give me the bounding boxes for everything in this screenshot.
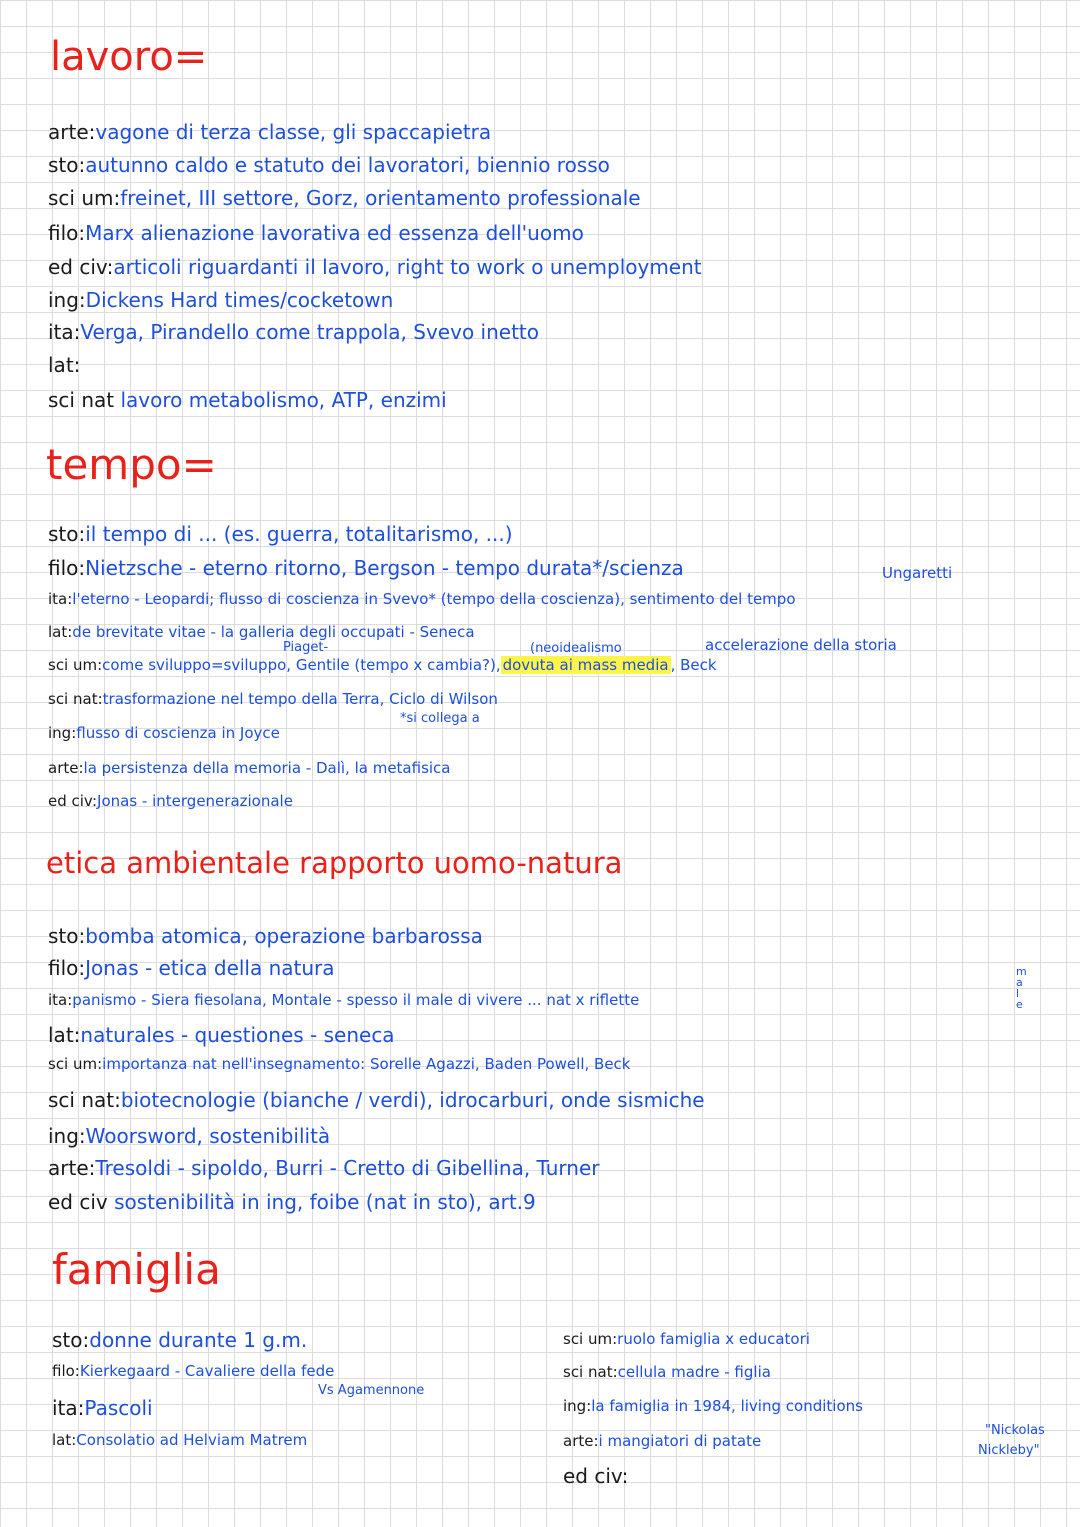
row-text: donne durante 1 g.m.: [89, 1328, 308, 1352]
etica-row: [48, 1158, 599, 1178]
lavoro-row: [48, 322, 539, 342]
subject-label: arte:: [48, 1156, 96, 1180]
note-nickleby: Nickleby": [978, 1443, 1040, 1458]
tempo-row: [48, 558, 684, 578]
heading-tempo: tempo=: [46, 440, 217, 489]
subject-label: sto:: [48, 924, 86, 948]
row-text: il tempo di ... (es. guerra, totalitarismo, ...): [85, 522, 513, 546]
subject-label: sci nat: [48, 388, 115, 412]
subject-label: sci um:: [48, 186, 121, 210]
etica-row: [48, 1090, 705, 1110]
row-text: Tresoldi - sipoldo, Burri - Cretto di Gibellina, Turner: [95, 1156, 600, 1180]
subject-label: sci nat:: [48, 1088, 121, 1112]
subject-label: arte:: [48, 120, 96, 144]
row-text: come sviluppo=sviluppo, Gentile (tempo x cambia?),: [102, 656, 501, 674]
etica-row: [48, 1057, 630, 1072]
lavoro-row: [48, 188, 641, 208]
subject-label: sto:: [48, 522, 86, 546]
subject-label: filo:: [52, 1362, 80, 1380]
famiglia-right-row: [563, 1434, 761, 1449]
famiglia-left-row: [52, 1398, 153, 1418]
note-vs-agamennone: Vs Agamennone: [318, 1383, 425, 1398]
subject-label: ing:: [48, 1124, 86, 1148]
row-text: i mangiatori di patate: [598, 1432, 762, 1450]
lavoro-row: [48, 290, 393, 310]
heading-lavoro: lavoro=: [50, 34, 208, 80]
subject-label: ed civ:: [48, 792, 98, 810]
row-text: Jonas - etica della natura: [85, 956, 335, 980]
note-neoidealismo: (neoidealismo: [530, 641, 622, 656]
lavoro-row: [48, 122, 491, 142]
famiglia-right-row: [563, 1332, 810, 1347]
highlighted-text: dovuta ai mass media: [502, 656, 669, 674]
subject-label: lat:: [52, 1431, 77, 1449]
row-text: articoli riguardanti il lavoro, right to work o unemployment: [113, 255, 702, 279]
row-text: flusso di coscienza in Joyce: [76, 724, 280, 742]
note-nickolas: "Nickolas: [985, 1423, 1045, 1438]
row-text: panismo - Siera fiesolana, Montale - spesso il male di vivere ... nat x riflette: [72, 991, 640, 1009]
row-text: Verga, Pirandello come trappola, Svevo inetto: [80, 320, 539, 344]
famiglia-right-row: [563, 1365, 771, 1380]
note-si-collega: *si collega a: [400, 711, 480, 726]
subject-label: sto:: [48, 153, 86, 177]
row-text: autunno caldo e statuto dei lavoratori, biennio rosso: [85, 153, 610, 177]
subject-label: filo:: [48, 556, 86, 580]
subject-label: sci nat:: [563, 1363, 618, 1381]
tempo-row: [48, 726, 280, 741]
row-text: naturales - questiones - seneca: [80, 1023, 395, 1047]
row-text: importanza nat nell'insegnamento: Sorelle Agazzi, Baden Powell, Beck: [102, 1055, 631, 1073]
row-text: de brevitate vitae - la galleria degli occupati - Seneca: [72, 623, 475, 641]
subject-label: ed civ:: [48, 255, 114, 279]
row-text: Dickens Hard times/cocketown: [85, 288, 394, 312]
tempo-row: [48, 692, 498, 707]
row-text: la famiglia in 1984, living conditions: [591, 1397, 863, 1415]
tempo-row: [48, 761, 451, 776]
row-text: Jonas - intergenerazionale: [97, 792, 293, 810]
famiglia-left-row: [52, 1364, 334, 1379]
subject-label: sto:: [52, 1328, 90, 1352]
tempo-row: [48, 794, 293, 809]
subject-label: ing:: [563, 1397, 592, 1415]
row-text: Marx alienazione lavorativa ed essenza dell'uomo: [85, 221, 584, 245]
subject-label: filo:: [48, 221, 86, 245]
famiglia-right-row: [563, 1466, 628, 1486]
subject-label: ita:: [52, 1396, 85, 1420]
note-piaget: Piaget-: [283, 640, 329, 655]
etica-row: [48, 958, 335, 978]
tempo-row: [48, 592, 796, 607]
subject-label: filo:: [48, 956, 86, 980]
row-text: Nietzsche - eterno ritorno, Bergson - tempo durata*/scienza: [85, 556, 684, 580]
row-text: lavoro metabolismo, ATP, enzimi: [120, 388, 447, 412]
famiglia-left-row: [52, 1330, 307, 1350]
etica-row: [48, 993, 639, 1008]
row-text: Woorsword, sostenibilità: [85, 1124, 331, 1148]
row-text: trasformazione nel tempo della Terra, Ciclo di Wilson: [102, 690, 498, 708]
row-text: l'eterno - Leopardi; flusso di coscienza in Svevo* (tempo della coscienza), sentimento del tempo: [72, 590, 796, 608]
subject-label: ita:: [48, 590, 73, 608]
lavoro-row: [48, 257, 702, 277]
row-text: vagone di terza classe, gli spaccapietra: [95, 120, 492, 144]
tempo-row: [48, 658, 717, 673]
famiglia-right-row: [563, 1399, 863, 1414]
row-text: Consolatio ad Helviam Matrem: [76, 1431, 308, 1449]
subject-label: sci um:: [48, 656, 103, 674]
subject-label: ita:: [48, 320, 81, 344]
etica-row: [48, 1025, 395, 1045]
row-text: Pascoli: [84, 1396, 153, 1420]
subject-label: ing:: [48, 288, 86, 312]
subject-label: ed civ: [48, 1190, 108, 1214]
famiglia-left-row: [52, 1433, 307, 1448]
note-accelerazione: accelerazione della storia: [705, 636, 897, 654]
note-ungaretti: Ungaretti: [882, 564, 953, 582]
subject-label: sci um:: [563, 1330, 618, 1348]
etica-row: [48, 926, 483, 946]
etica-row: [48, 1192, 536, 1212]
lavoro-row: [48, 155, 610, 175]
note-male-vertical: m a l e: [1016, 965, 1027, 1011]
row-text: ruolo famiglia x educatori: [617, 1330, 810, 1348]
row-text: bomba atomica, operazione barbarossa: [85, 924, 483, 948]
row-text: biotecnologie (bianche / verdi), idrocarburi, onde sismiche: [120, 1088, 705, 1112]
lavoro-row: [48, 223, 584, 243]
subject-label: ita:: [48, 991, 73, 1009]
row-text: la persistenza della memoria - Dalì, la metafisica: [83, 759, 451, 777]
row-text: freinet, III settore, Gorz, orientamento professionale: [120, 186, 641, 210]
heading-famiglia: famiglia: [52, 1245, 221, 1294]
subject-label: ed civ:: [563, 1464, 629, 1488]
row-text: Kierkegaard - Cavaliere della fede: [79, 1362, 335, 1380]
lavoro-row: [48, 390, 447, 410]
subject-label: ing:: [48, 724, 77, 742]
subject-label: sci um:: [48, 1055, 103, 1073]
lavoro-row: [48, 355, 80, 375]
subject-label: lat:: [48, 1023, 81, 1047]
subject-label: lat:: [48, 623, 73, 641]
tempo-row: [48, 524, 513, 544]
note-beck: , Beck: [670, 656, 717, 674]
subject-label: lat:: [48, 353, 81, 377]
row-text: sostenibilità in ing, foibe (nat in sto), art.9: [114, 1190, 536, 1214]
tempo-row: [48, 625, 475, 640]
subject-label: arte:: [563, 1432, 599, 1450]
row-text: cellula madre - figlia: [617, 1363, 771, 1381]
heading-etica-ambientale: etica ambientale rapporto uomo-natura: [46, 846, 623, 880]
etica-row: [48, 1126, 330, 1146]
subject-label: sci nat:: [48, 690, 103, 708]
subject-label: arte:: [48, 759, 84, 777]
